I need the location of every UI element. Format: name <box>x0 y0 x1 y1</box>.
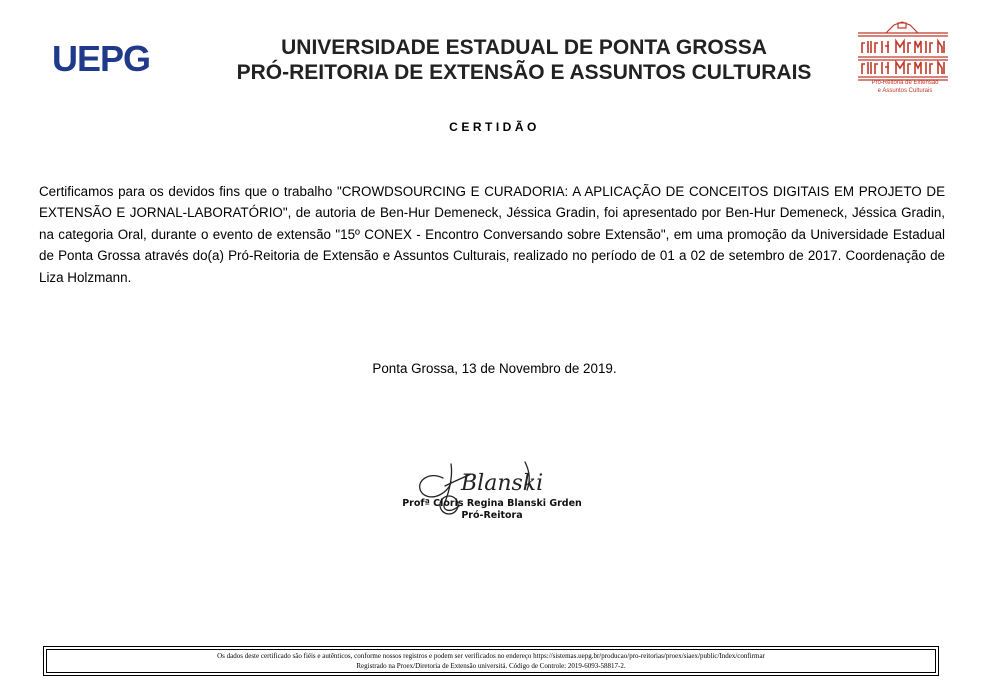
proex-logo-caption-1: Pró-Reitoria de Extensão <box>871 80 939 86</box>
verification-footer <box>43 646 939 676</box>
certificate-body: Certificamos para os devidos fins que o trabalho "CROWDSOURCING E CURADORIA: A APLICAÇÃO DE CONCEITOS DIGITAIS EM PROJETO DE EXTENSÃO E JORNAL-LABORATÓRIO", de autoria de Ben-Hur Demeneck, Jéssica Gradin, foi apresentado por Ben-Hur Demeneck, Jéssica Gradin, na categoria Oral, durante o evento de extensão "15º CONEX - Encontro Conversando sobre Extensão", em uma promoção da Universidade Estadual de Ponta Grossa através do(a) Pró-Reitoria de Extensão e Assuntos Culturais, realizado no período de 01 a 02 de setembro de 2017. Coordenação de Liza Holzmann. <box>39 184 945 285</box>
proex-logo <box>856 19 950 97</box>
signatory-name: Profª Cloris Regina Blanski Grden <box>402 498 582 509</box>
proex-building-icon <box>856 19 950 81</box>
verification-text: Os dados deste certificado são fiéis e autênticos, conforme nossos registros e podem ser verificados no endereço https://sistemas.uepg.br/producao/pro-reitorias/proex/siaex/public/Index/confirmar <box>217 652 765 660</box>
certificate-heading: CERTIDÃO <box>449 120 540 134</box>
university-title: UNIVERSIDADE ESTADUAL DE PONTA GROSSA <box>281 36 767 59</box>
issue-date: Ponta Grossa, 13 de Novembro de 2019. <box>372 361 617 376</box>
svg-text:Blanski: Blanski <box>461 471 544 496</box>
pro-rectorate-title: PRÓ-REITORIA DE EXTENSÃO E ASSUNTOS CULTURAIS <box>236 61 812 84</box>
uepg-logo: UEPG <box>52 38 151 79</box>
registration-text: Registrado na Proex/Diretoria de Extensão universitá. Código de Controle: 2019-6093-58817-2. <box>356 662 626 670</box>
signatory-role: Pró-Reitora <box>461 510 523 521</box>
proex-logo-caption-2: e Assuntos Culturais <box>877 88 933 94</box>
